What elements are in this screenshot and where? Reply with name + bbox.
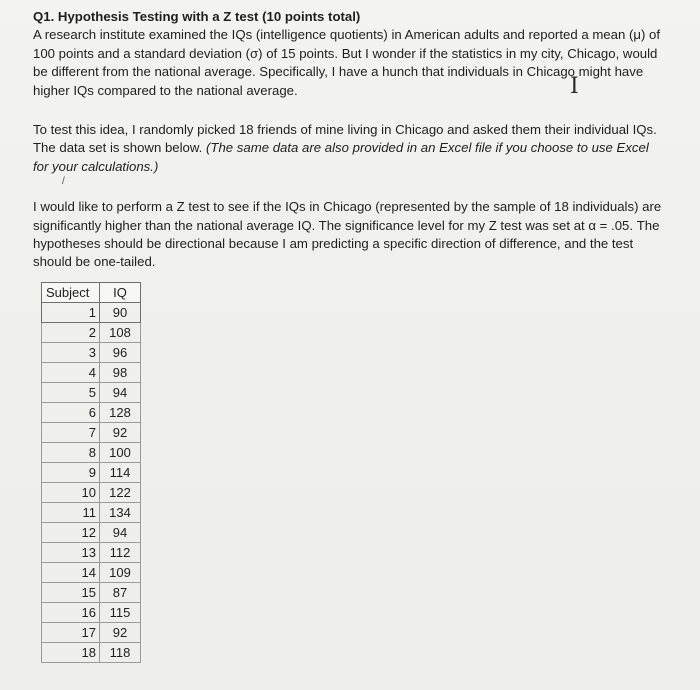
table-row	[42, 583, 141, 603]
table-row	[42, 603, 141, 623]
table-row	[42, 483, 141, 503]
subject-cell: 7	[42, 423, 100, 443]
table-row	[42, 443, 141, 463]
iq-cell: 92	[100, 423, 141, 443]
subject-cell: 10	[42, 483, 100, 503]
intro-paragraph: A research institute examined the IQs (intelligence quotients) in American adults and reported a mean (μ) of 100 points and a standard deviation (σ) of 15 points. But I wonder if the statistics in my city, Chicago, would be different from the national average. Specifically, I have a hunch that individuals in Chicago might have higher IQs compared to the national average.	[33, 27, 661, 98]
table-row	[42, 563, 141, 583]
subject-cell: 14	[42, 563, 100, 583]
iq-data-table	[41, 282, 141, 663]
iq-cell: 87	[100, 583, 141, 603]
table-row	[42, 423, 141, 443]
table-row	[42, 643, 141, 663]
table-body	[42, 303, 141, 663]
iq-cell: 92	[100, 623, 141, 643]
subject-cell: 12	[42, 523, 100, 543]
iq-cell: 114	[100, 463, 141, 483]
subject-cell: 17	[42, 623, 100, 643]
data-description-paragraph	[33, 121, 663, 176]
table-header-row	[42, 283, 141, 303]
table-row	[42, 503, 141, 523]
subject-cell: 8	[42, 443, 100, 463]
table-row	[42, 403, 141, 423]
subject-cell: 4	[42, 363, 100, 383]
table-row	[42, 543, 141, 563]
iq-cell: 112	[100, 543, 141, 563]
iq-cell: 134	[100, 503, 141, 523]
stray-mark: /	[62, 176, 65, 187]
subject-cell: 5	[42, 383, 100, 403]
subject-cell: 9	[42, 463, 100, 483]
iq-cell: 108	[100, 323, 141, 343]
question-title: Q1. Hypothesis Testing with a Z test (10 points total)	[33, 9, 361, 24]
iq-cell: 90	[100, 303, 141, 323]
excel-note: (The same data are also provided in an Excel file if you choose to use Excel for your calculations.)	[33, 140, 649, 174]
subject-cell: 16	[42, 603, 100, 623]
table-row	[42, 463, 141, 483]
table-row	[42, 303, 141, 323]
subject-cell: 2	[42, 323, 100, 343]
data-description-text: To test this idea, I randomly picked 18 friends of mine living in Chicago and asked them their individual IQs. The data set is shown below.	[33, 122, 657, 156]
table-row	[42, 523, 141, 543]
table-row	[42, 383, 141, 403]
iq-cell: 98	[100, 363, 141, 383]
iq-cell: 109	[100, 563, 141, 583]
table-row	[42, 363, 141, 383]
subject-cell: 3	[42, 343, 100, 363]
subject-cell: 6	[42, 403, 100, 423]
document-body	[33, 8, 663, 272]
iq-cell: 94	[100, 523, 141, 543]
column-header-subject: Subject	[42, 283, 100, 303]
subject-cell: 15	[42, 583, 100, 603]
subject-cell: 18	[42, 643, 100, 663]
subject-cell: 11	[42, 503, 100, 523]
table-row	[42, 323, 141, 343]
column-header-iq: IQ	[100, 283, 141, 303]
subject-cell: 1	[42, 303, 100, 323]
table-row	[42, 623, 141, 643]
iq-cell: 96	[100, 343, 141, 363]
iq-cell: 115	[100, 603, 141, 623]
iq-cell: 122	[100, 483, 141, 503]
iq-cell: 94	[100, 383, 141, 403]
table-row	[42, 343, 141, 363]
text-cursor-icon: I	[570, 74, 579, 99]
subject-cell: 13	[42, 543, 100, 563]
iq-cell: 100	[100, 443, 141, 463]
iq-cell: 128	[100, 403, 141, 423]
iq-cell: 118	[100, 643, 141, 663]
z-test-paragraph: I would like to perform a Z test to see if the IQs in Chicago (represented by the sample of 18 individuals) are significantly higher than the national average IQ. The significance level for my Z test was set at α = .05. The hypotheses should be directional because I am predicting a specific direction of difference, and the test should be one-tailed.	[33, 199, 662, 270]
